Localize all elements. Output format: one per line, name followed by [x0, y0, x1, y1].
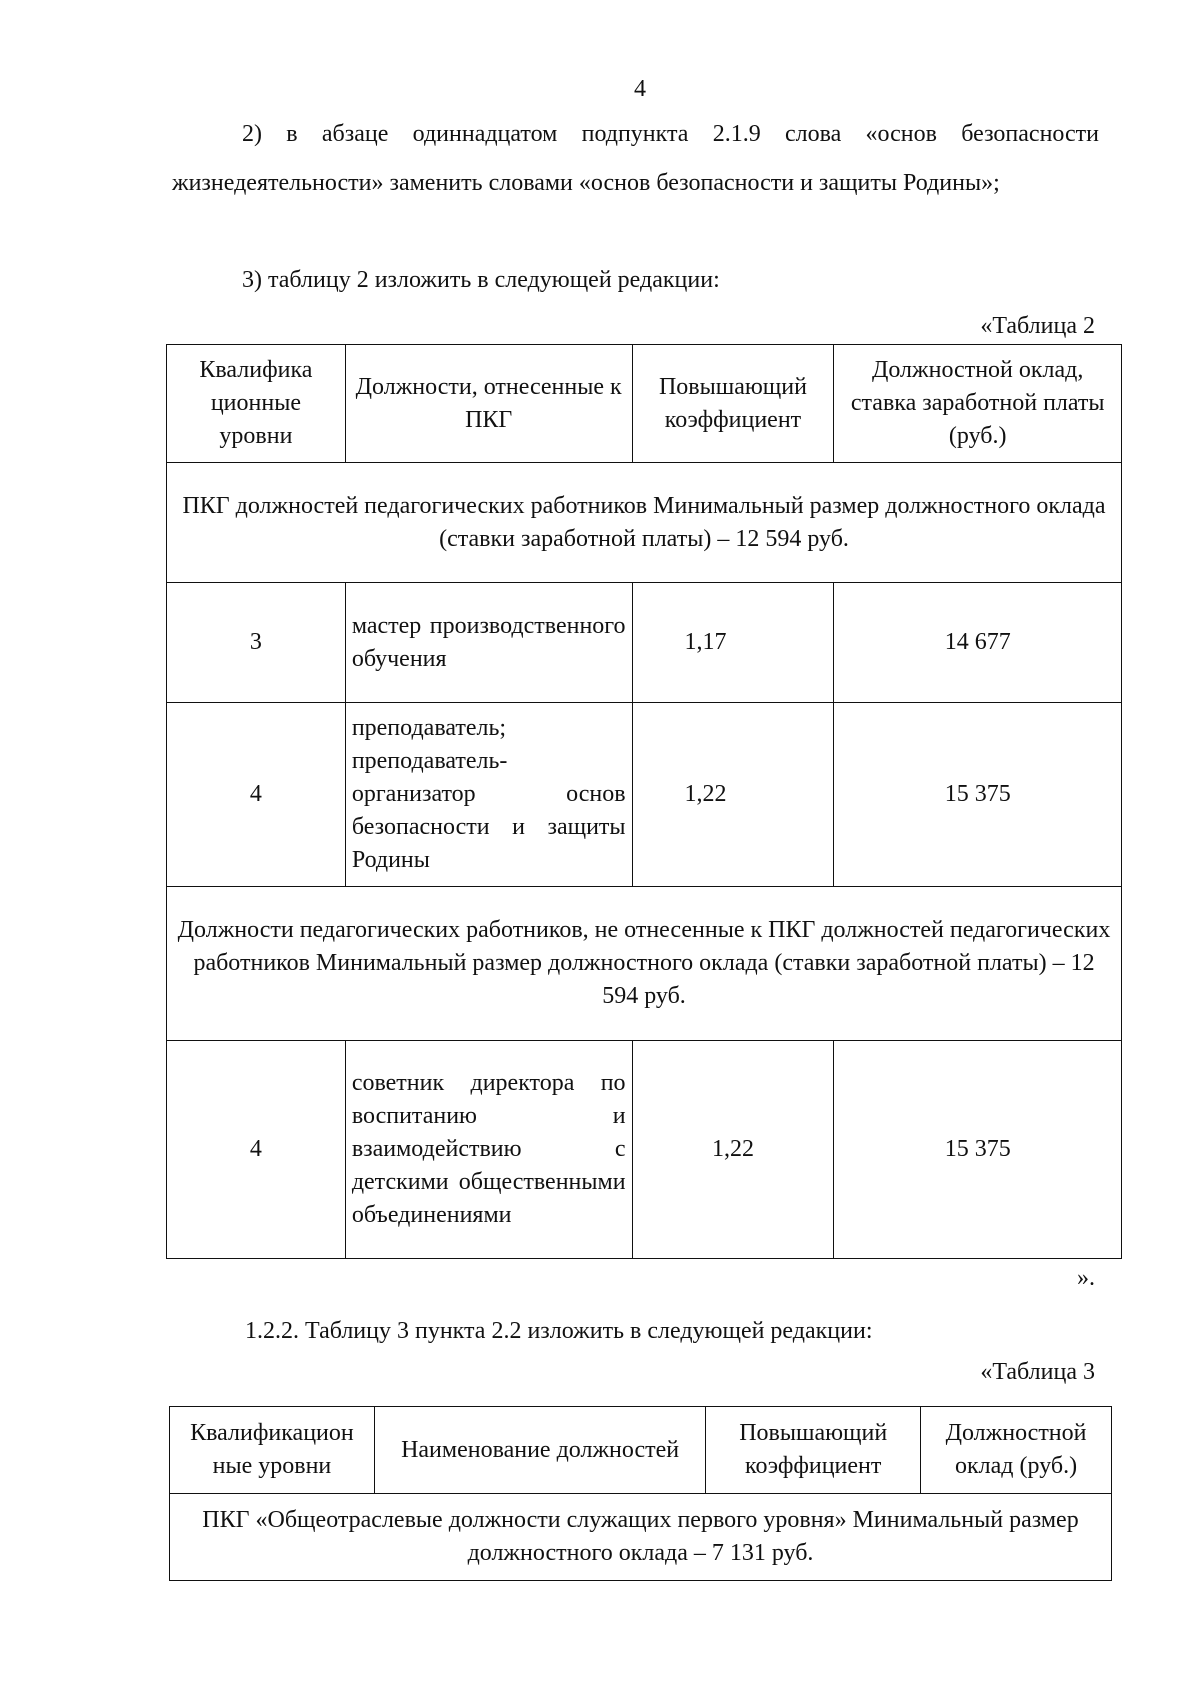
cell-salary: 15 375: [834, 1041, 1122, 1259]
header-coefficient: Повышающий коэффициент: [632, 345, 834, 463]
paragraph-amendment-3: 3) таблицу 2 изложить в следующей редакции:: [242, 267, 720, 293]
table-row: [167, 703, 1122, 887]
table-3-caption: «Таблица 3: [980, 1359, 1095, 1385]
group-row: [167, 463, 1122, 583]
table-header-row: [167, 345, 1122, 463]
cell-position: мастер производственного обучения: [345, 583, 632, 703]
paragraph-amendment-2: 2) в абзаце одиннадцатом подпункта 2.1.9 слова «основ безопасности жизнедеятельности» заменить словами «основ безопасности и защиты Родины»;: [172, 121, 1099, 196]
group-row: [167, 887, 1122, 1041]
cell-position: преподаватель; преподаватель-организатор основ безопасности и защиты Родины: [345, 703, 632, 887]
cell-salary: 14 677: [834, 583, 1122, 703]
cell-salary: 15 375: [834, 703, 1122, 887]
paragraph-1-2-2: 1.2.2. Таблицу 3 пункта 2.2 изложить в следующей редакции:: [245, 1318, 873, 1344]
table-2-closing-quote: ».: [1077, 1265, 1095, 1291]
header-position-names: Наименование должностей: [374, 1407, 705, 1494]
cell-level: 4: [167, 1041, 346, 1259]
group-heading: Должности педагогических работников, не отнесенные к ПКГ должностей педагогических работников Минимальный размер должностного оклада (ставки заработной платы) – 12 594 руб.: [167, 887, 1122, 1041]
page-number: 4: [634, 76, 646, 102]
header-levels: Квалифика ционные уровни: [167, 345, 346, 463]
cell-coefficient: 1,22: [632, 703, 834, 887]
table-row: [167, 583, 1122, 703]
cell-level: 3: [167, 583, 346, 703]
header-levels: Квалификацион ные уровни: [170, 1407, 375, 1494]
table-header-row: [170, 1407, 1112, 1494]
group-row: [170, 1494, 1112, 1581]
table-3: [169, 1406, 1112, 1581]
cell-level: 4: [167, 703, 346, 887]
table-row: [167, 1041, 1122, 1259]
group-heading: ПКГ должностей педагогических работников Минимальный размер должностного оклада (ставки заработной платы) – 12 594 руб.: [167, 463, 1122, 583]
header-positions: Должности, отнесенные к ПКГ: [345, 345, 632, 463]
cell-position: советник директора по воспитанию и взаимодействию с детскими общественными объединениями: [345, 1041, 632, 1259]
cell-coefficient: 1,22: [632, 1041, 834, 1259]
table-2-caption: «Таблица 2: [980, 313, 1095, 339]
header-salary: Должностной оклад (руб.): [921, 1407, 1112, 1494]
group-heading: ПКГ «Общеотраслевые должности служащих первого уровня» Минимальный размер должностного оклада – 7 131 руб.: [170, 1494, 1112, 1581]
header-coefficient: Повышающий коэффициент: [706, 1407, 921, 1494]
cell-coefficient: 1,17: [632, 583, 834, 703]
header-salary: Должностной оклад, ставка заработной платы (руб.): [834, 345, 1122, 463]
table-2: [166, 344, 1122, 1259]
